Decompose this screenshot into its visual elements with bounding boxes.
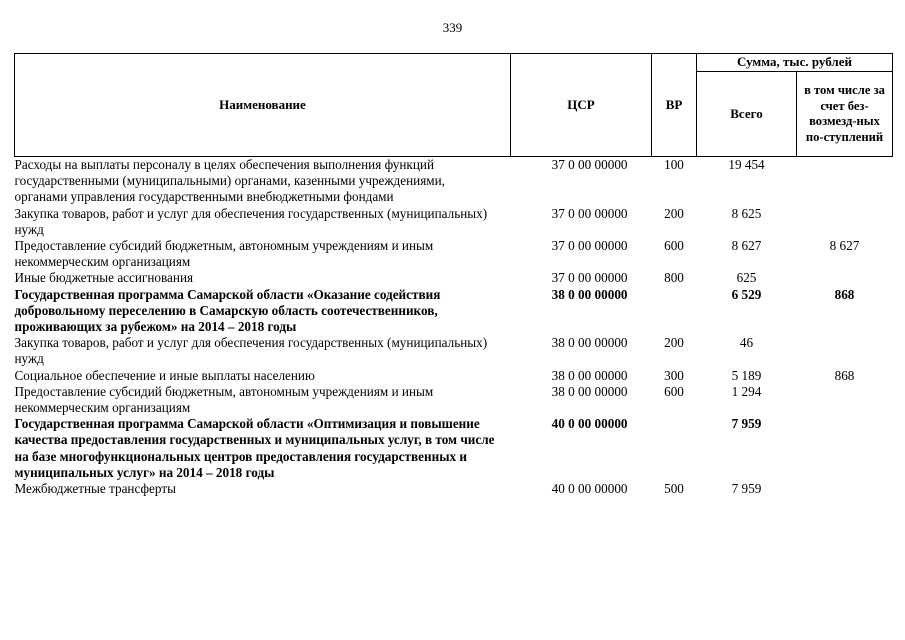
row-vr: 300 — [664, 367, 684, 383]
table-row-program — [15, 287, 893, 336]
row-csr: 37 0 00 00000 — [551, 270, 628, 286]
row-vr — [652, 287, 697, 336]
table-row — [15, 384, 893, 416]
row-total: 7 959 — [731, 416, 762, 432]
row-incl: 868 — [834, 286, 855, 302]
row-total: 19 454 — [728, 157, 765, 172]
table-body — [15, 157, 893, 498]
row-total: 6 529 — [731, 286, 762, 302]
row-name: Иные бюджетные ассигнования — [14, 270, 194, 286]
row-total: 8 625 — [731, 205, 762, 221]
header-total: Всего — [697, 72, 797, 157]
row-csr: 38 0 00 00000 — [551, 383, 628, 399]
row-incl — [797, 270, 893, 286]
table-row — [15, 238, 893, 270]
row-name: Закупка товаров, работ и услуг для обеспечения государственных (муниципальных) нужд — [14, 335, 488, 367]
row-vr: 100 — [664, 157, 684, 172]
row-total: 46 — [739, 335, 754, 351]
budget-table — [14, 53, 893, 497]
table-header — [15, 54, 893, 157]
header-sum-group: Сумма, тыс. рублей — [697, 54, 893, 72]
row-csr: 37 0 00 00000 — [551, 238, 628, 254]
row-vr: 800 — [664, 270, 684, 286]
row-vr: 200 — [664, 335, 684, 351]
row-incl — [797, 416, 893, 481]
header-vr: ВР — [652, 54, 697, 157]
page-number: 339 — [442, 20, 463, 35]
row-name: Межбюджетные трансферты — [14, 481, 176, 497]
row-incl — [797, 384, 893, 416]
row-csr: 37 0 00 00000 — [551, 205, 628, 221]
row-vr — [652, 416, 697, 481]
row-incl: 8 627 — [829, 238, 860, 254]
table-row — [15, 270, 893, 286]
row-total: 8 627 — [731, 238, 762, 254]
header-incl: в том числе за счет без-возмезд-ных по-ступлений — [797, 72, 893, 157]
row-vr: 600 — [664, 383, 684, 399]
row-name: Социальное обеспечение и иные выплаты населению — [14, 367, 315, 383]
row-incl — [797, 335, 893, 367]
table-row — [15, 335, 893, 367]
row-vr: 200 — [664, 205, 684, 221]
row-total: 5 189 — [731, 367, 762, 383]
row-vr: 500 — [664, 481, 684, 497]
row-incl — [797, 206, 893, 238]
row-name: Закупка товаров, работ и услуг для обеспечения государственных (муниципальных) нужд — [14, 205, 488, 237]
header-name: Наименование — [15, 54, 511, 157]
row-incl — [797, 157, 893, 206]
row-csr: 37 0 00 00000 — [551, 157, 628, 172]
row-name: Государственная программа Самарской области «Оптимизация и повышение качества предоставления государственных и муниципальных услуг, в том числе на базе многофункциональных центров предоставления государственных и муниципальных услуг» на 2014 – 2018 годы — [14, 416, 495, 480]
row-csr: 38 0 00 00000 — [551, 335, 628, 351]
row-vr: 600 — [664, 238, 684, 254]
row-total: 625 — [736, 270, 757, 286]
row-total: 1 294 — [731, 383, 762, 399]
table-row — [15, 157, 893, 206]
row-total: 7 959 — [731, 481, 762, 497]
row-csr: 38 0 00 00000 — [551, 286, 628, 302]
row-name: Государственная программа Самарской области «Оказание содействия добровольному переселению в Самарскую область соотечественников, проживающих за рубежом» на 2014 – 2018 годы — [14, 286, 441, 335]
row-name: Предоставление субсидий бюджетным, автономным учреждениям и иным некоммерческим организациям — [14, 383, 434, 416]
header-csr: ЦСР — [511, 54, 652, 157]
table-row — [15, 368, 893, 384]
row-csr: 40 0 00 00000 — [551, 416, 628, 432]
row-name: Предоставление субсидий бюджетным, автономным учреждениям и иным некоммерческим организациям — [14, 238, 434, 270]
table-row-program — [15, 416, 893, 481]
table-row — [15, 206, 893, 238]
row-incl: 868 — [834, 367, 855, 383]
table-row — [15, 481, 893, 497]
row-incl — [797, 481, 893, 497]
row-csr: 40 0 00 00000 — [551, 481, 628, 497]
row-name: Расходы на выплаты персоналу в целях обеспечения выполнения функций государственными (муниципальными) органами, казенными учреждениями, органами управления государственными внебюджетными фондами — [14, 157, 445, 205]
row-csr: 38 0 00 00000 — [551, 367, 628, 383]
